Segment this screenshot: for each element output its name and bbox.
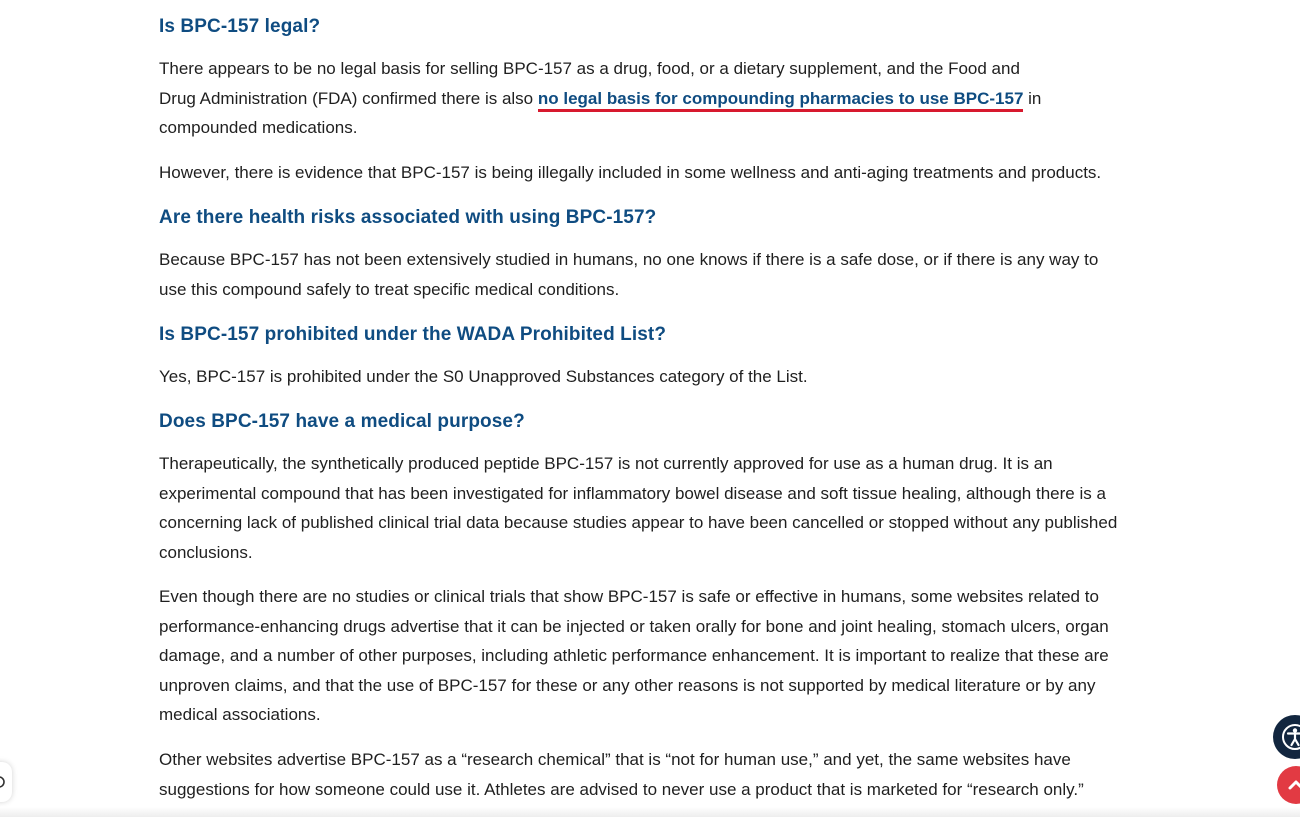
paragraph-text: There appears to be no legal basis for selling BPC-157 as a drug, food, or a dietary supplement, and the Food and Drug Administration (FDA) confirmed there is also — [159, 59, 1020, 108]
faq-paragraph-health-risks: Because BPC-157 has not been extensively studied in humans, no one knows if there is a safe dose, or if there is any way to use this compound safely to treat specific medical conditions. — [159, 250, 1099, 299]
faq-paragraph-medical-2: Even though there are no studies or clinical trials that show BPC-157 is safe or effective in humans, some websites related to performance-enhancing drugs advertise that it can be injected or taken orally for bone and joint healing, stomach ulcers, organ damage, and a number of other purposes, including athletic performance enhancement. It is important to realize that these are unproven claims, and that the use of BPC-157 for these or any other reasons is not supported by medical literature or by any medical associations. — [159, 587, 1109, 724]
faq-paragraph-wada: Yes, BPC-157 is prohibited under the S0 Unapproved Substances category of the List. — [159, 367, 808, 386]
faq-paragraph-legal-2: However, there is evidence that BPC-157 is being illegally included in some wellness and anti-aging treatments and products. — [159, 163, 1102, 182]
side-widget-tab[interactable] — [0, 762, 12, 802]
faq-heading-health-risks: Are there health risks associated with using BPC-157? — [159, 207, 657, 228]
accessibility-person-icon — [1281, 723, 1300, 751]
scroll-to-top-button[interactable] — [1277, 766, 1300, 804]
faq-heading-medical-purpose: Does BPC-157 have a medical purpose? — [159, 411, 525, 432]
faq-heading-legal: Is BPC-157 legal? — [159, 16, 321, 37]
partial-circle-icon — [0, 775, 8, 789]
accessibility-button[interactable] — [1273, 715, 1300, 759]
faq-paragraph-legal-1 — [159, 54, 1049, 143]
faq-heading-wada: Is BPC-157 prohibited under the WADA Prohibited List? — [159, 324, 667, 345]
faq-paragraph-medical-1: Therapeutically, the synthetically produced peptide BPC-157 is not currently approved for use as a human drug. It is an experimental compound that has been investigated for inflammatory bowel disease and soft tissue healing, although there is a concerning lack of published clinical trial data because studies appear to have been cancelled or stopped without any published conclusions. — [159, 454, 1118, 562]
faq-paragraph-medical-3: Other websites advertise BPC-157 as a “research chemical” that is “not for human use,” and yet, the same websites have suggestions for how someone could use it. Athletes are advised to never use a product that is marketed for “research only.” — [159, 750, 1084, 799]
chevron-up-icon — [1287, 776, 1300, 794]
fda-compounding-link[interactable]: no legal basis for compounding pharmacies to use BPC-157 — [538, 89, 1024, 112]
bottom-edge-shadow — [0, 807, 1300, 817]
paragraph-text: in compounded medications. — [159, 88, 1042, 137]
